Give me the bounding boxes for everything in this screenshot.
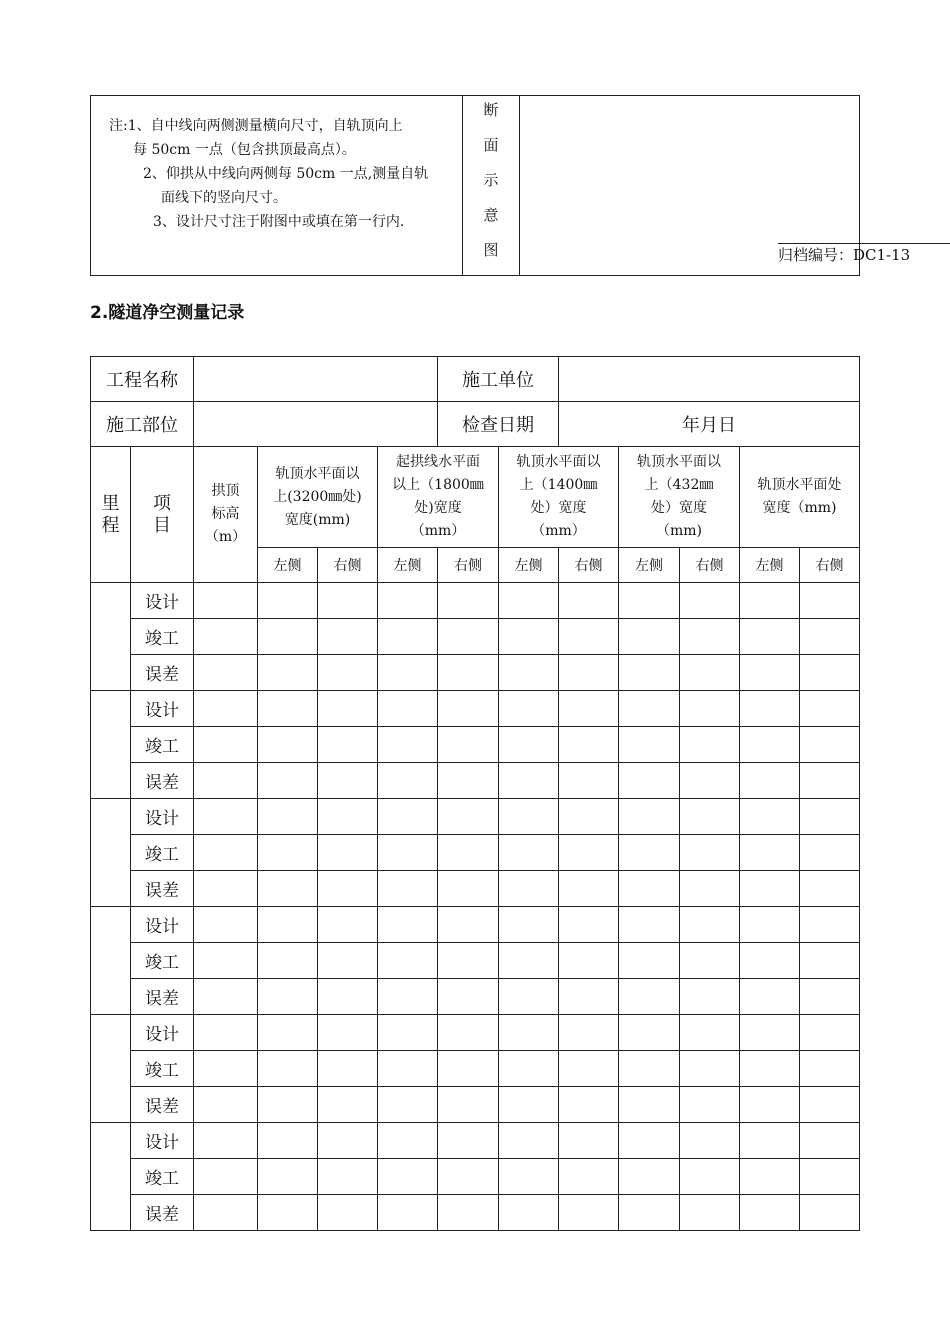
data-cell[interactable] xyxy=(740,943,800,979)
data-cell[interactable] xyxy=(499,1015,559,1051)
table-row xyxy=(91,727,860,763)
data-cell[interactable] xyxy=(559,1087,619,1123)
table-row xyxy=(91,1195,860,1231)
data-cell[interactable] xyxy=(194,871,258,907)
data-cell[interactable] xyxy=(559,943,619,979)
data-cell[interactable] xyxy=(619,1051,680,1087)
data-cell[interactable] xyxy=(680,1159,740,1195)
data-cell[interactable] xyxy=(194,1195,258,1231)
data-cell[interactable] xyxy=(680,979,740,1015)
data-cell[interactable] xyxy=(318,583,378,619)
data-cell[interactable] xyxy=(258,871,318,907)
note-line: 每 50cm 一点（包含拱顶最高点）。 xyxy=(133,142,356,158)
row-type-label: 误差 xyxy=(131,871,194,907)
diagram-char: 断 xyxy=(483,101,499,119)
data-cell[interactable] xyxy=(680,1195,740,1231)
data-cell[interactable] xyxy=(680,619,740,655)
row-type-label: 竣工 xyxy=(131,727,194,763)
data-cell[interactable] xyxy=(438,1195,499,1231)
data-cell[interactable] xyxy=(740,691,800,727)
data-cell[interactable] xyxy=(740,907,800,943)
note-line: 注:1、自中线向两侧测量横向尺寸，自轨顶向上 xyxy=(109,118,403,134)
data-cell[interactable] xyxy=(318,727,378,763)
data-cell[interactable] xyxy=(378,799,438,835)
diagram-char: 示 xyxy=(483,171,499,189)
data-cell[interactable] xyxy=(800,691,860,727)
data-cell[interactable] xyxy=(194,979,258,1015)
project-name-field[interactable] xyxy=(194,357,438,402)
data-cell[interactable] xyxy=(194,835,258,871)
data-cell[interactable] xyxy=(740,727,800,763)
data-cell[interactable] xyxy=(318,655,378,691)
data-cell[interactable] xyxy=(194,727,258,763)
data-cell[interactable] xyxy=(800,1123,860,1159)
data-cell[interactable] xyxy=(438,1123,499,1159)
table-row xyxy=(91,799,860,835)
data-cell[interactable] xyxy=(318,691,378,727)
data-cell[interactable] xyxy=(378,1051,438,1087)
table-row xyxy=(91,655,860,691)
data-cell[interactable] xyxy=(258,691,318,727)
left-side-header: 左侧 xyxy=(619,548,680,583)
data-cell[interactable] xyxy=(499,763,559,799)
mileage-cell[interactable] xyxy=(91,907,131,1015)
data-cell[interactable] xyxy=(378,1015,438,1051)
data-cell[interactable] xyxy=(438,943,499,979)
data-cell[interactable] xyxy=(559,655,619,691)
data-cell[interactable] xyxy=(438,1051,499,1087)
data-cell[interactable] xyxy=(499,799,559,835)
data-cell[interactable] xyxy=(619,583,680,619)
row-type-label: 误差 xyxy=(131,1195,194,1231)
data-cell[interactable] xyxy=(559,835,619,871)
right-side-header: 右侧 xyxy=(680,548,740,583)
diagram-char: 意 xyxy=(483,206,499,224)
data-cell[interactable] xyxy=(318,619,378,655)
data-cell[interactable] xyxy=(318,1015,378,1051)
data-cell[interactable] xyxy=(438,1087,499,1123)
data-cell[interactable] xyxy=(800,619,860,655)
data-cell[interactable] xyxy=(378,763,438,799)
data-cell[interactable] xyxy=(680,1051,740,1087)
data-cell[interactable] xyxy=(559,727,619,763)
data-cell[interactable] xyxy=(499,1195,559,1231)
data-cell[interactable] xyxy=(499,1087,559,1123)
crown-elevation-header: 拱顶 标高 （m） xyxy=(194,447,258,583)
data-cell[interactable] xyxy=(318,1159,378,1195)
data-cell[interactable] xyxy=(258,619,318,655)
data-cell[interactable] xyxy=(740,1195,800,1231)
data-cell[interactable] xyxy=(619,691,680,727)
data-cell[interactable] xyxy=(740,763,800,799)
left-side-header: 左侧 xyxy=(499,548,559,583)
data-cell[interactable] xyxy=(800,655,860,691)
data-cell[interactable] xyxy=(800,907,860,943)
table-row xyxy=(91,979,860,1015)
data-cell[interactable] xyxy=(680,835,740,871)
row-type-label: 设计 xyxy=(131,799,194,835)
row-type-label: 设计 xyxy=(131,1123,194,1159)
data-cell[interactable] xyxy=(740,871,800,907)
data-cell[interactable] xyxy=(740,619,800,655)
data-cell[interactable] xyxy=(680,799,740,835)
row-type-label: 竣工 xyxy=(131,619,194,655)
row-type-label: 竣工 xyxy=(131,943,194,979)
data-cell[interactable] xyxy=(680,907,740,943)
data-cell[interactable] xyxy=(800,943,860,979)
data-cell[interactable] xyxy=(499,1051,559,1087)
data-cell[interactable] xyxy=(438,979,499,1015)
data-cell[interactable] xyxy=(318,1087,378,1123)
data-cell[interactable] xyxy=(438,1159,499,1195)
notes-box xyxy=(90,95,860,276)
data-cell[interactable] xyxy=(680,763,740,799)
divider xyxy=(519,96,520,275)
data-cell[interactable] xyxy=(619,727,680,763)
data-cell[interactable] xyxy=(258,1051,318,1087)
width-1400-header: 轨顶水平面以 上（1400㎜ 处）宽度 （mm） xyxy=(499,447,619,548)
data-cell[interactable] xyxy=(619,619,680,655)
data-cell[interactable] xyxy=(318,763,378,799)
data-cell[interactable] xyxy=(258,763,318,799)
width-1800-header: 起拱线水平面 以上（1800㎜ 处)宽度 （mm） xyxy=(378,447,499,548)
data-cell[interactable] xyxy=(800,583,860,619)
data-cell[interactable] xyxy=(258,1159,318,1195)
data-cell[interactable] xyxy=(438,727,499,763)
table-row xyxy=(91,1087,860,1123)
data-cell[interactable] xyxy=(438,835,499,871)
data-cell[interactable] xyxy=(619,1123,680,1159)
mileage-cell[interactable] xyxy=(91,799,131,907)
data-cell[interactable] xyxy=(740,1159,800,1195)
check-date-field[interactable]: 年月日 xyxy=(559,402,860,447)
data-cell[interactable] xyxy=(800,1087,860,1123)
data-cell[interactable] xyxy=(318,907,378,943)
right-side-header: 右侧 xyxy=(438,548,499,583)
data-cell[interactable] xyxy=(438,871,499,907)
note-line: 面线下的竖向尺寸。 xyxy=(161,190,287,206)
data-cell[interactable] xyxy=(800,799,860,835)
data-cell[interactable] xyxy=(800,1195,860,1231)
data-cell[interactable] xyxy=(619,835,680,871)
data-cell[interactable] xyxy=(559,1015,619,1051)
data-cell[interactable] xyxy=(499,943,559,979)
table-row xyxy=(91,1159,860,1195)
project-name-label: 工程名称 xyxy=(91,357,194,402)
notes-text xyxy=(105,114,457,234)
data-cell[interactable] xyxy=(318,799,378,835)
data-cell[interactable] xyxy=(559,907,619,943)
data-cell[interactable] xyxy=(378,1087,438,1123)
data-cell[interactable] xyxy=(318,943,378,979)
data-cell[interactable] xyxy=(318,835,378,871)
row-type-label: 竣工 xyxy=(131,1051,194,1087)
data-cell[interactable] xyxy=(499,655,559,691)
data-cell[interactable] xyxy=(378,619,438,655)
part-label: 施工部位 xyxy=(91,402,194,447)
table-row xyxy=(91,835,860,871)
data-cell[interactable] xyxy=(740,1087,800,1123)
data-cell[interactable] xyxy=(194,1051,258,1087)
data-cell[interactable] xyxy=(378,907,438,943)
table-row xyxy=(91,763,860,799)
data-cell[interactable] xyxy=(499,1159,559,1195)
data-cell[interactable] xyxy=(499,907,559,943)
data-cell[interactable] xyxy=(194,691,258,727)
row-type-label: 设计 xyxy=(131,907,194,943)
mileage-cell[interactable] xyxy=(91,1015,131,1123)
data-cell[interactable] xyxy=(258,799,318,835)
data-cell[interactable] xyxy=(378,979,438,1015)
data-cell[interactable] xyxy=(194,619,258,655)
data-cell[interactable] xyxy=(378,835,438,871)
table-row xyxy=(91,1123,860,1159)
data-cell[interactable] xyxy=(438,763,499,799)
row-type-label: 设计 xyxy=(131,583,194,619)
data-cell[interactable] xyxy=(680,655,740,691)
data-cell[interactable] xyxy=(619,763,680,799)
data-cell[interactable] xyxy=(258,835,318,871)
right-side-header: 右侧 xyxy=(800,548,860,583)
data-cell[interactable] xyxy=(499,619,559,655)
width-3200-header: 轨顶水平面以 上(3200㎜处) 宽度(mm) xyxy=(258,447,378,548)
data-cell[interactable] xyxy=(438,655,499,691)
table-row xyxy=(91,691,860,727)
data-cell[interactable] xyxy=(378,583,438,619)
left-side-header: 左侧 xyxy=(378,548,438,583)
data-cell[interactable] xyxy=(800,727,860,763)
data-cell[interactable] xyxy=(559,799,619,835)
data-cell[interactable] xyxy=(378,1195,438,1231)
data-cell[interactable] xyxy=(194,763,258,799)
data-cell[interactable] xyxy=(740,655,800,691)
section-diagram-label xyxy=(463,98,519,273)
width-432-header: 轨顶水平面以 上（432㎜ 处）宽度 （mm) xyxy=(619,447,740,548)
data-cell[interactable] xyxy=(194,943,258,979)
data-cell[interactable] xyxy=(619,871,680,907)
data-cell[interactable] xyxy=(258,655,318,691)
width-rail-header: 轨顶水平面处 宽度（mm) xyxy=(740,447,860,548)
data-cell[interactable] xyxy=(740,799,800,835)
data-cell[interactable] xyxy=(559,691,619,727)
data-cell[interactable] xyxy=(559,619,619,655)
data-cell[interactable] xyxy=(318,1123,378,1159)
data-cell[interactable] xyxy=(740,979,800,1015)
data-cell[interactable] xyxy=(559,763,619,799)
clearance-table xyxy=(90,356,860,1231)
row-type-label: 误差 xyxy=(131,1087,194,1123)
data-cell[interactable] xyxy=(318,1051,378,1087)
data-cell[interactable] xyxy=(258,1123,318,1159)
data-cell[interactable] xyxy=(740,1015,800,1051)
row-type-label: 设计 xyxy=(131,691,194,727)
left-side-header: 左侧 xyxy=(740,548,800,583)
data-cell[interactable] xyxy=(318,979,378,1015)
data-cell[interactable] xyxy=(619,1087,680,1123)
data-cell[interactable] xyxy=(800,871,860,907)
table-row xyxy=(91,583,860,619)
data-cell[interactable] xyxy=(619,943,680,979)
mileage-cell[interactable] xyxy=(91,1123,131,1231)
data-cell[interactable] xyxy=(559,1195,619,1231)
data-cell[interactable] xyxy=(194,1123,258,1159)
data-cell[interactable] xyxy=(499,979,559,1015)
data-cell[interactable] xyxy=(318,1195,378,1231)
data-cell[interactable] xyxy=(258,943,318,979)
data-cell[interactable] xyxy=(680,691,740,727)
mileage-header: 里 程 xyxy=(91,447,131,583)
right-side-header: 右侧 xyxy=(318,548,378,583)
item-header: 项 目 xyxy=(131,447,194,583)
archive-number: 归档编号：DC1-13 xyxy=(778,243,950,266)
data-cell[interactable] xyxy=(194,583,258,619)
data-cell[interactable] xyxy=(680,1087,740,1123)
data-cell[interactable] xyxy=(438,691,499,727)
data-cell[interactable] xyxy=(258,1087,318,1123)
data-cell[interactable] xyxy=(438,907,499,943)
data-cell[interactable] xyxy=(800,979,860,1015)
data-cell[interactable] xyxy=(499,1123,559,1159)
data-cell[interactable] xyxy=(740,1051,800,1087)
data-cell[interactable] xyxy=(194,799,258,835)
note-line: 3、设计尺寸注于附图中或填在第一行内. xyxy=(153,214,405,230)
data-cell[interactable] xyxy=(619,1159,680,1195)
data-cell[interactable] xyxy=(258,583,318,619)
data-cell[interactable] xyxy=(740,835,800,871)
data-cell[interactable] xyxy=(800,763,860,799)
contractor-label: 施工单位 xyxy=(438,357,559,402)
data-cell[interactable] xyxy=(619,979,680,1015)
data-cell[interactable] xyxy=(680,871,740,907)
data-cell[interactable] xyxy=(194,907,258,943)
data-cell[interactable] xyxy=(619,799,680,835)
data-cell[interactable] xyxy=(318,871,378,907)
table-row xyxy=(91,619,860,655)
table-row xyxy=(91,943,860,979)
data-cell[interactable] xyxy=(800,1015,860,1051)
data-cell[interactable] xyxy=(680,1015,740,1051)
section-title: 2.隧道净空测量记录 xyxy=(90,303,245,323)
row-type-label: 竣工 xyxy=(131,835,194,871)
data-cell[interactable] xyxy=(378,691,438,727)
data-cell[interactable] xyxy=(559,1123,619,1159)
data-cell[interactable] xyxy=(559,871,619,907)
right-side-header: 右侧 xyxy=(559,548,619,583)
data-cell[interactable] xyxy=(800,1159,860,1195)
data-cell[interactable] xyxy=(619,907,680,943)
data-cell[interactable] xyxy=(438,583,499,619)
data-cell[interactable] xyxy=(800,1051,860,1087)
diagram-char: 图 xyxy=(483,241,499,259)
data-cell[interactable] xyxy=(258,1195,318,1231)
data-cell[interactable] xyxy=(680,943,740,979)
row-type-label: 设计 xyxy=(131,1015,194,1051)
table-row xyxy=(91,871,860,907)
data-cell[interactable] xyxy=(680,583,740,619)
data-cell[interactable] xyxy=(194,1087,258,1123)
data-cell[interactable] xyxy=(680,727,740,763)
data-cell[interactable] xyxy=(438,799,499,835)
data-cell[interactable] xyxy=(378,1123,438,1159)
data-cell[interactable] xyxy=(258,727,318,763)
table-row xyxy=(91,1015,860,1051)
data-cell[interactable] xyxy=(258,1015,318,1051)
data-cell[interactable] xyxy=(499,871,559,907)
data-cell[interactable] xyxy=(378,871,438,907)
data-cell[interactable] xyxy=(438,1015,499,1051)
data-cell[interactable] xyxy=(499,727,559,763)
data-cell[interactable] xyxy=(499,835,559,871)
part-field[interactable] xyxy=(194,402,438,447)
table-row xyxy=(91,907,860,943)
data-cell[interactable] xyxy=(194,1159,258,1195)
table-row xyxy=(91,1051,860,1087)
check-date-label: 检查日期 xyxy=(438,402,559,447)
data-cell[interactable] xyxy=(619,1015,680,1051)
data-cell[interactable] xyxy=(559,979,619,1015)
diagram-char: 面 xyxy=(483,136,499,154)
data-cell[interactable] xyxy=(378,943,438,979)
mileage-cell[interactable] xyxy=(91,691,131,799)
data-cell[interactable] xyxy=(619,655,680,691)
mileage-cell[interactable] xyxy=(91,583,131,691)
data-cell[interactable] xyxy=(559,1051,619,1087)
data-cell[interactable] xyxy=(378,727,438,763)
data-cell[interactable] xyxy=(378,1159,438,1195)
data-cell[interactable] xyxy=(559,1159,619,1195)
data-cell[interactable] xyxy=(559,583,619,619)
data-cell[interactable] xyxy=(499,583,559,619)
data-cell[interactable] xyxy=(740,583,800,619)
row-type-label: 误差 xyxy=(131,763,194,799)
data-cell[interactable] xyxy=(680,1123,740,1159)
note-line: 2、仰拱从中线向两侧每 50cm 一点,测量自轨 xyxy=(143,166,429,182)
data-cell[interactable] xyxy=(800,835,860,871)
row-type-label: 误差 xyxy=(131,979,194,1015)
data-cell[interactable] xyxy=(619,1195,680,1231)
row-type-label: 误差 xyxy=(131,655,194,691)
data-cell[interactable] xyxy=(499,691,559,727)
data-cell[interactable] xyxy=(740,1123,800,1159)
left-side-header: 左侧 xyxy=(258,548,318,583)
contractor-field[interactable] xyxy=(559,357,860,402)
data-cell[interactable] xyxy=(194,1015,258,1051)
data-cell[interactable] xyxy=(378,655,438,691)
data-cell[interactable] xyxy=(438,619,499,655)
data-cell[interactable] xyxy=(258,907,318,943)
data-cell[interactable] xyxy=(258,979,318,1015)
data-cell[interactable] xyxy=(194,655,258,691)
row-type-label: 竣工 xyxy=(131,1159,194,1195)
